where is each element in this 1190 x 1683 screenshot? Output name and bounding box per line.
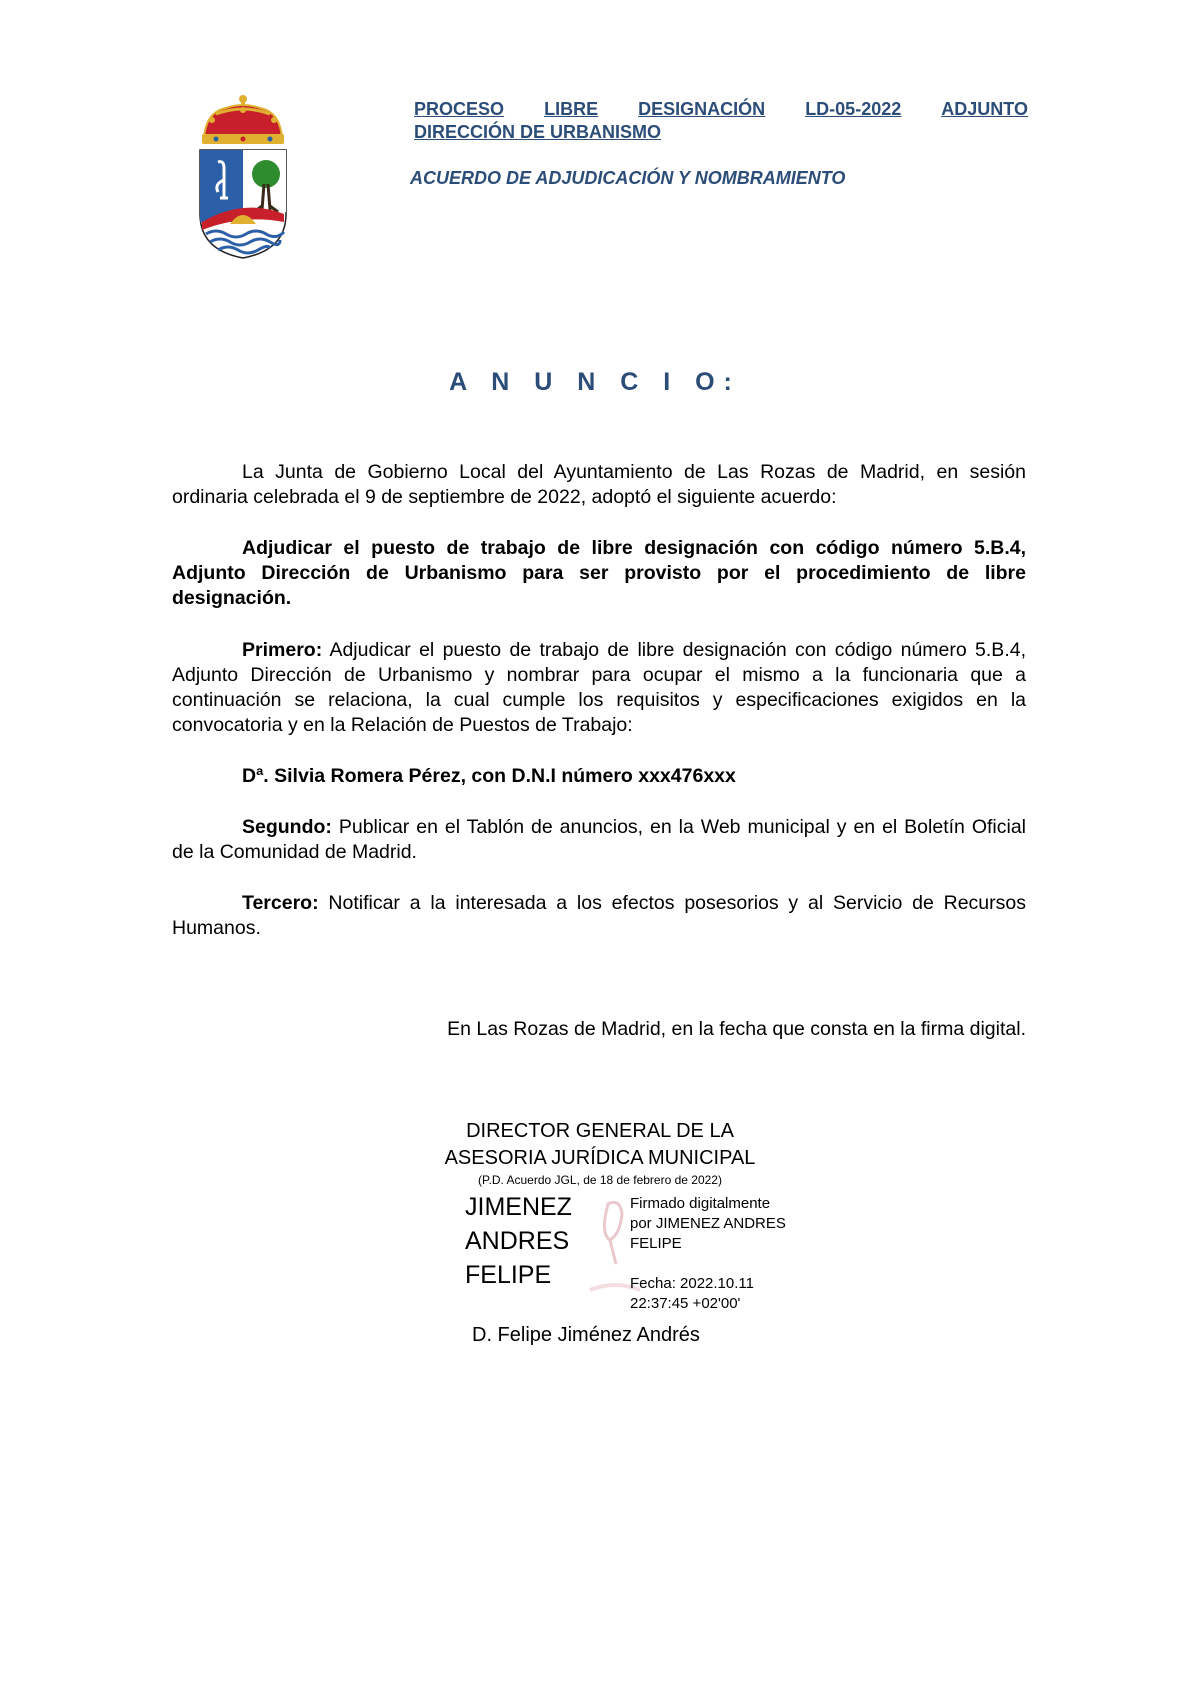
tercero-paragraph: Tercero: Notificar a la interesada a los efectos posesorios y al Servicio de Recursos Humanos. [172,892,1026,939]
municipal-crest-logo [196,94,290,260]
delegation-note: (P.D. Acuerdo JGL, de 18 de febrero de 2022) [478,1173,722,1187]
segundo-paragraph: Segundo: Publicar en el Tablón de anuncios, en la Web municipal y en el Boletín Oficial de la Comunidad de Madrid. [172,816,1026,863]
intro-paragraph: La Junta de Gobierno Local del Ayuntamiento de Las Rozas de Madrid, en sesión ordinaria celebrada el 9 de septiembre de 2022, adoptó el siguiente acuerdo: [172,461,1026,508]
primero-paragraph: Primero: Adjudicar el puesto de trabajo de libre designación con código número 5.B.4, Adjunto Dirección de Urbanismo y nombrar para ocupar el mismo a la funcionaria que a continuación se relaciona, la cual cumple los requisitos y especificaciones exigidos en la convocatoria y en la Relación de Puestos de Trabajo: [172,639,1026,736]
document-subtitle: ACUERDO DE ADJUDICACIÓN Y NOMBRAMIENTO [410,168,846,188]
shield-icon [200,150,286,258]
place-date-line: En Las Rozas de Madrid, en la fecha que consta en la firma digital. [447,1018,1026,1040]
digital-signature-name: JIMENEZ ANDRES FELIPE [465,1193,572,1289]
primero-label: Primero: [242,639,323,661]
digital-signature-info: Firmado digitalmente por JIMENEZ ANDRES FELIPE Fecha: 2022.10.11 22:37:45 +02'00' [630,1195,786,1312]
resolution-paragraph: Adjudicar el puesto de trabajo de libre designación con código número 5.B.4, Adjunto Dirección de Urbanismo para ser provisto por el procedimiento de libre designación. [172,537,1026,609]
process-title-line2: DIRECCIÓN DE URBANISMO [414,122,662,142]
segundo-label: Segundo: [242,816,332,838]
announcement-heading: A N U N C I O: [449,368,741,396]
crown-icon [202,95,284,144]
signatory-title: DIRECTOR GENERAL DE LA ASESORIA JURÍDICA MUNICIPAL [444,1120,756,1169]
process-title-line1: PROCESO LIBRE DESIGNACIÓN LD-05-2022 ADJUNTO [414,99,1028,119]
signer-name: D. Felipe Jiménez Andrés [472,1324,700,1346]
process-title [414,98,1028,144]
tercero-label: Tercero: [242,892,319,914]
appointee-paragraph: Dª. Silvia Romera Pérez, con D.N.I número xxx476xxx [242,765,736,787]
